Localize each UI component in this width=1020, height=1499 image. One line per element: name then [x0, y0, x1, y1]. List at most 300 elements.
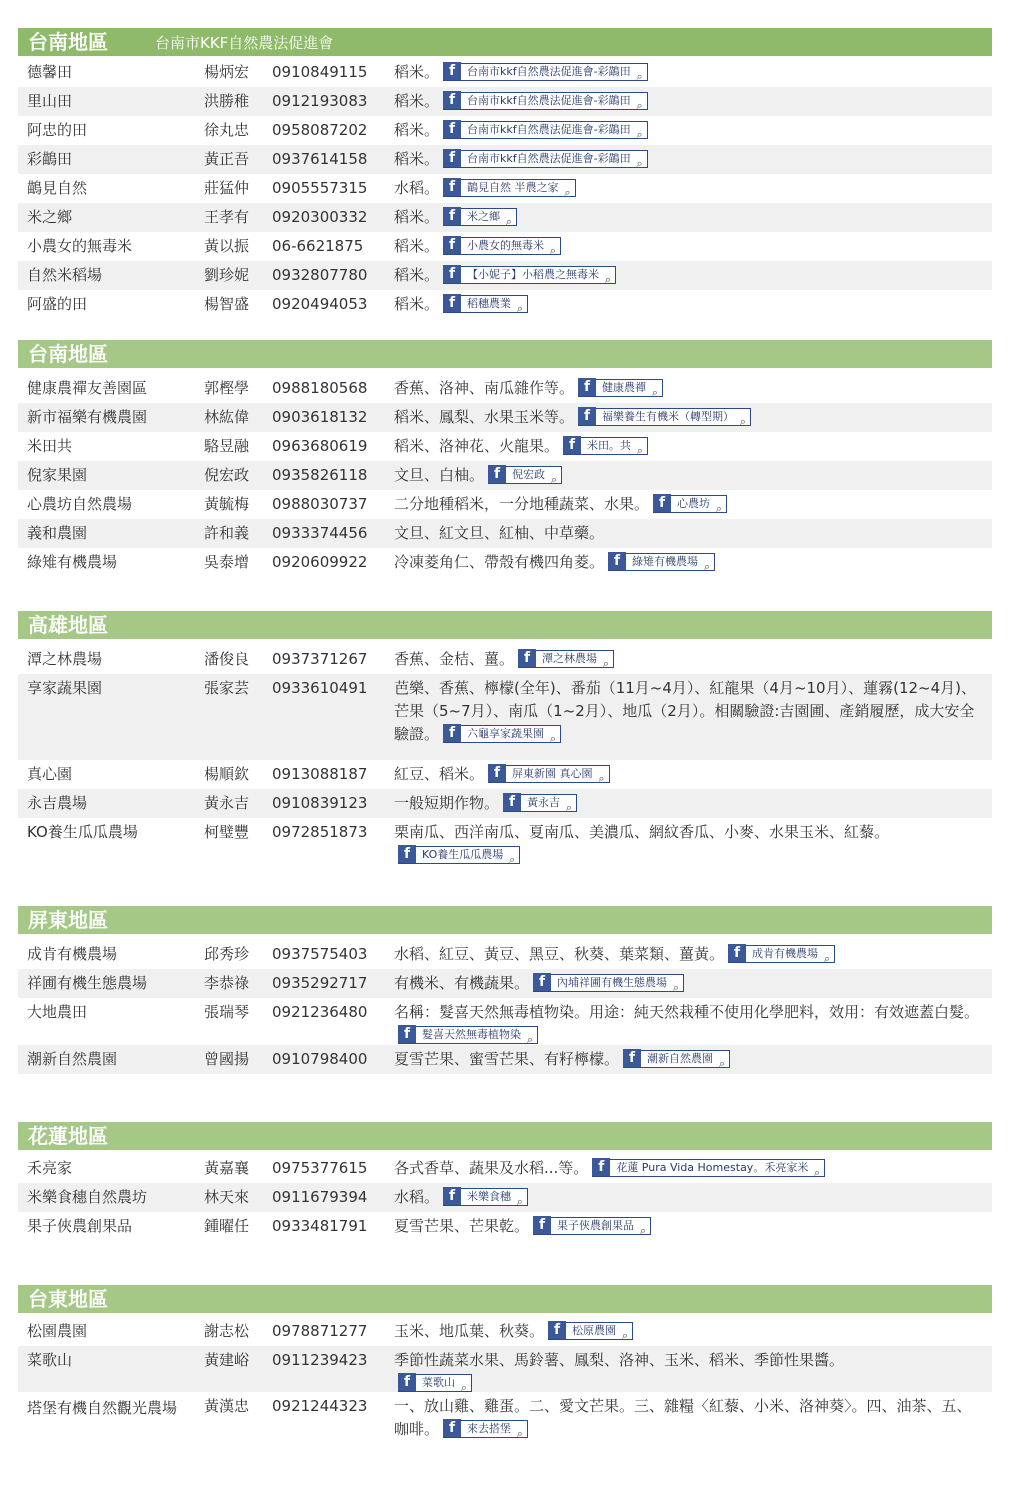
facebook-page-name: 台南市kkf自然農法促進會-彩鶓田: [467, 93, 631, 107]
facebook-page-name: 內埔祥圃有機生態農場: [557, 975, 668, 989]
products-text: 稻米。: [394, 266, 440, 284]
contact-person: 楊順欽: [204, 765, 250, 783]
facebook-f-icon: f: [728, 944, 746, 962]
contact-person: 郭樫學: [204, 379, 250, 397]
contact-person: 鍾曜任: [204, 1217, 250, 1235]
section-header: [18, 611, 992, 639]
farm-name: 新市福樂有機農園: [27, 408, 148, 426]
contact-person: 黃永吉: [204, 794, 250, 812]
farm-list: [18, 56, 992, 319]
phone-number: 0921244323: [272, 1397, 368, 1415]
list-item: [18, 490, 992, 519]
facebook-f-icon: f: [578, 378, 596, 396]
products: [394, 206, 984, 229]
list-item: [18, 1212, 992, 1241]
search-icon: ⌕: [516, 1194, 524, 1208]
phone-number: 0910839123: [272, 794, 368, 812]
section-title: 高雄地區: [28, 613, 108, 637]
farm-list: [18, 639, 992, 864]
products: [394, 522, 984, 545]
phone-number: 0937371267: [272, 650, 368, 668]
facebook-page-name: 台南市kkf自然農法促進會-彩鶓田: [467, 64, 631, 78]
facebook-f-icon: f: [623, 1049, 641, 1067]
facebook-page-link[interactable]: [443, 295, 528, 313]
contact-person: 李恭祿: [204, 974, 250, 992]
facebook-page-name: 鶓見自然 半農之家: [467, 180, 559, 194]
products-text: 二分地種稻米，一分地種蔬菜、水果。: [394, 495, 650, 513]
list-item: [18, 203, 992, 232]
farm-list: [18, 1150, 992, 1241]
products-text: 夏雪芒果、芒果乾。: [394, 1217, 530, 1235]
facebook-f-icon: f: [503, 793, 521, 811]
facebook-page-name: 髮喜天然無毒植物染: [422, 1027, 521, 1041]
contact-person: 倪宏政: [204, 466, 250, 484]
facebook-page-link[interactable]: [443, 1420, 528, 1438]
list-item: [18, 432, 992, 461]
products: [394, 1349, 984, 1395]
facebook-page-name: 成肯有機農場: [752, 946, 819, 960]
products: [394, 1157, 984, 1180]
facebook-page-link[interactable]: [592, 1159, 825, 1177]
facebook-f-icon: f: [533, 1216, 551, 1234]
phone-number: 0988030737: [272, 495, 368, 513]
facebook-page-link[interactable]: [533, 974, 684, 992]
products: [394, 177, 984, 200]
search-icon: ⌕: [718, 1056, 726, 1070]
list-item: [18, 1045, 992, 1074]
phone-number: 0937575403: [272, 945, 368, 963]
contact-person: 黃正吾: [204, 150, 250, 168]
farm-name: 自然米稻場: [27, 266, 103, 284]
contact-person: 楊智盛: [204, 295, 250, 313]
search-icon: ⌕: [460, 1380, 467, 1394]
facebook-f-icon: f: [443, 91, 461, 109]
facebook-page-name: 稻穗農業: [467, 296, 512, 310]
farm-name: 阿盛的田: [27, 295, 88, 313]
facebook-page-link[interactable]: [563, 437, 648, 455]
facebook-page-link[interactable]: [443, 121, 648, 139]
products-text: 夏雪芒果、蜜雪芒果、有籽檸檬。: [394, 1050, 620, 1068]
contact-person: 駱昱融: [204, 437, 250, 455]
facebook-f-icon: f: [443, 62, 461, 80]
facebook-page-link[interactable]: [443, 92, 648, 110]
products-text: 名稱：髮喜天然無毒植物染。用途：純天然栽種不使用化學肥料，效用：有效遮蓋白髮。: [394, 1003, 980, 1021]
facebook-page-link[interactable]: [443, 1188, 528, 1206]
facebook-f-icon: f: [443, 265, 461, 283]
phone-number: 0978871277: [272, 1322, 368, 1340]
facebook-f-icon: f: [592, 1158, 610, 1176]
farm-list: [18, 1313, 992, 1448]
contact-person: 林天來: [204, 1188, 250, 1206]
products-text: 稻米。: [394, 237, 440, 255]
list-item: [18, 403, 992, 432]
list-item: [18, 1317, 992, 1346]
products: [394, 792, 984, 815]
products: [394, 1001, 984, 1047]
products-text: 稻米、洛神花、火龍果。: [394, 437, 560, 455]
products-text: 各式香草、蔬果及水稻...等。: [394, 1159, 589, 1177]
facebook-f-icon: f: [533, 973, 551, 991]
facebook-page-link[interactable]: [533, 1217, 651, 1235]
facebook-f-icon: f: [443, 207, 461, 225]
products: [394, 90, 984, 113]
section-header: [18, 1122, 992, 1150]
list-item: [18, 645, 992, 674]
search-icon: ⌕: [739, 414, 747, 428]
facebook-page-name: 福樂養生有機米（轉型期）: [602, 409, 735, 423]
search-icon: ⌕: [639, 1223, 647, 1237]
facebook-page-link[interactable]: [548, 1322, 633, 1340]
search-icon: ⌕: [598, 771, 605, 785]
products: [394, 1215, 984, 1238]
facebook-page-link[interactable]: [398, 1374, 472, 1392]
farm-name: 里山田: [27, 92, 73, 110]
phone-number: 0937614158: [272, 150, 368, 168]
facebook-f-icon: f: [398, 1025, 416, 1043]
farm-name: 義和農園: [27, 524, 88, 542]
facebook-page-link[interactable]: [623, 1050, 730, 1068]
products: [394, 1186, 984, 1209]
search-icon: ⌕: [509, 852, 516, 866]
products-text: 稻米。: [394, 150, 440, 168]
search-icon: ⌕: [549, 243, 557, 257]
contact-person: 黃漢忠: [204, 1397, 250, 1415]
products: [394, 1048, 984, 1071]
contact-person: 黃毓梅: [204, 495, 250, 513]
facebook-f-icon: f: [443, 236, 461, 254]
farm-name: 真心園: [27, 765, 73, 783]
farm-name: 禾亮家: [27, 1159, 73, 1177]
contact-person: 徐丸忠: [204, 121, 250, 139]
products-text: 栗南瓜、西洋南瓜、夏南瓜、美濃瓜、網紋香瓜、小麥、水果玉米、紅藜。: [394, 823, 890, 841]
contact-person: 張家芸: [204, 679, 250, 697]
products: [394, 61, 984, 84]
facebook-page-name: 黃永吉: [527, 795, 561, 809]
phone-number: 0933610491: [272, 679, 368, 697]
list-item: [18, 969, 992, 998]
list-item: [18, 674, 992, 760]
products-text: 香蕉、金桔、薑。: [394, 650, 515, 668]
search-icon: ⌕: [550, 472, 558, 486]
facebook-f-icon: f: [398, 845, 416, 863]
products: [394, 972, 984, 995]
contact-person: 莊猛仲: [204, 179, 250, 197]
contact-person: 黃嘉襄: [204, 1159, 250, 1177]
facebook-page-name: 六龜享家蔬果園: [467, 726, 545, 740]
section-pingtung: [18, 906, 992, 1074]
facebook-page-link[interactable]: [398, 1026, 538, 1044]
phone-number: 0920300332: [272, 208, 368, 226]
facebook-page-link[interactable]: [488, 466, 562, 484]
phone-number: 0910849115: [272, 63, 368, 81]
facebook-page-name: 來去搭堡: [467, 1421, 512, 1435]
contact-person: 林紘偉: [204, 408, 250, 426]
section-title: 花蓮地區: [28, 1124, 108, 1148]
phone-number: 0921236480: [272, 1003, 368, 1021]
facebook-page-link[interactable]: [443, 150, 648, 168]
products-text: 芭樂、香蕉、檸檬(全年)、番茄（11月~4月）、紅龍果（4月~10月）、蓮霧(12~4月)、芒果（5~7月）、南瓜（1~2月）、地瓜（2月）。相關驗證:吉園圃、產銷履歷，成大安全驗證。: [394, 679, 977, 743]
farm-name: 倪家果園: [27, 466, 88, 484]
facebook-page-link[interactable]: [443, 208, 517, 226]
facebook-page-link[interactable]: [578, 379, 663, 397]
search-icon: ⌕: [672, 980, 680, 994]
contact-person: 張瑞琴: [204, 1003, 250, 1021]
facebook-page-name: 心農坊: [677, 496, 711, 510]
farm-name: 阿忠的田: [27, 121, 88, 139]
phone-number: 0975377615: [272, 1159, 368, 1177]
facebook-page-name: 松原農園: [572, 1323, 617, 1337]
phone-number: 0903618132: [272, 408, 368, 426]
phone-number: 0935292717: [272, 974, 368, 992]
contact-person: 黃建峪: [204, 1351, 250, 1369]
products-text: 一般短期作物。: [394, 794, 500, 812]
farm-name: 小農女的無毒米: [27, 237, 133, 255]
section-kaohsiung: [18, 611, 992, 864]
farm-name: 德馨田: [27, 63, 73, 81]
section-title: 屏東地區: [28, 908, 108, 932]
contact-person: 劉珍妮: [204, 266, 250, 284]
facebook-page-link[interactable]: [578, 408, 751, 426]
facebook-f-icon: f: [443, 149, 461, 167]
farm-name: 心農坊自然農場: [27, 495, 133, 513]
search-icon: ⌕: [814, 1165, 821, 1179]
contact-person: 黃以振: [204, 237, 250, 255]
contact-person: 謝志松: [204, 1322, 250, 1340]
list-item: [18, 232, 992, 261]
farm-name: 米田共: [27, 437, 73, 455]
products: [394, 464, 984, 487]
list-item: [18, 58, 992, 87]
list-item: [18, 789, 992, 818]
facebook-page-name: 米之鄉: [467, 209, 501, 223]
search-icon: ⌕: [602, 656, 610, 670]
products: [394, 148, 984, 171]
section-subtitle: 台南市KKF自然農法促進會: [155, 34, 334, 52]
facebook-f-icon: f: [443, 178, 461, 196]
contact-person: 曾國揚: [204, 1050, 250, 1068]
phone-number: 0933481791: [272, 1217, 368, 1235]
list-item: [18, 145, 992, 174]
section-title: 台南地區: [28, 30, 108, 54]
products: [394, 943, 984, 966]
products: [394, 377, 984, 400]
list-item: [18, 374, 992, 403]
search-icon: ⌕: [526, 1032, 533, 1046]
facebook-page-name: 台南市kkf自然農法促進會-彩鶓田: [467, 122, 631, 136]
products-text: 水稻。: [394, 1188, 440, 1206]
list-item: [18, 1392, 992, 1448]
farm-name: 彩鶓田: [27, 150, 73, 168]
facebook-f-icon: f: [518, 649, 536, 667]
products: [394, 1320, 984, 1343]
section-header: [18, 906, 992, 934]
products-text: 稻米。: [394, 208, 440, 226]
phone-number: 0912193083: [272, 92, 368, 110]
section-tainan: [18, 340, 992, 577]
products-text: 文旦、紅文旦、紅柚、中草藥。: [394, 524, 605, 542]
facebook-f-icon: f: [563, 436, 581, 454]
list-item: [18, 261, 992, 290]
contact-person: 洪勝稚: [204, 92, 250, 110]
section-header: [18, 340, 992, 368]
search-icon: ⌕: [651, 385, 659, 399]
farm-name: 潮新自然農園: [27, 1050, 118, 1068]
farm-name: 米之鄉: [27, 208, 73, 226]
facebook-page-name: 小農女的無毒米: [467, 238, 545, 252]
facebook-page-name: 米樂食穗: [467, 1189, 512, 1203]
facebook-f-icon: f: [548, 1321, 566, 1339]
section-title: 台南地區: [28, 342, 108, 366]
contact-person: 邱秀珍: [204, 945, 250, 963]
list-item: [18, 1346, 992, 1392]
farm-name: 果子俠農創果品: [27, 1217, 133, 1235]
list-item: [18, 174, 992, 203]
list-item: [18, 760, 992, 789]
products: [394, 435, 984, 458]
products-text: 紅豆、稻米。: [394, 765, 485, 783]
products-text: 季節性蔬菜水果、馬鈴薯、鳳梨、洛神、玉米、稻米、季節性果醬。: [394, 1351, 845, 1369]
farm-name: 菜歌山: [27, 1351, 73, 1369]
facebook-page-link[interactable]: [443, 725, 561, 743]
products-text: 玉米、地瓜葉、秋葵。: [394, 1322, 545, 1340]
facebook-page-link[interactable]: [518, 650, 614, 668]
list-item: [18, 818, 992, 864]
facebook-page-link[interactable]: [488, 765, 610, 783]
facebook-page-name: 果子俠農創果品: [557, 1218, 635, 1232]
facebook-f-icon: f: [578, 407, 596, 425]
section-tainan-kkf: [18, 28, 992, 319]
phone-number: 0905557315: [272, 179, 368, 197]
products: [394, 677, 984, 746]
products: [394, 551, 984, 574]
facebook-f-icon: f: [488, 465, 506, 483]
farm-list: [18, 934, 992, 1074]
farm-name: 大地農田: [27, 1003, 88, 1021]
facebook-page-name: 潮新自然農園: [647, 1051, 714, 1065]
contact-person: 許和義: [204, 524, 250, 542]
list-item: [18, 1154, 992, 1183]
products-text: 稻米。: [394, 295, 440, 313]
search-icon: ⌕: [621, 1328, 629, 1342]
facebook-page-name: 【小妮子】小稻農之無毒米: [467, 267, 600, 281]
phone-number: 0920609922: [272, 553, 368, 571]
products-text: 冷凍菱角仁、帶殼有機四角菱。: [394, 553, 605, 571]
facebook-f-icon: f: [608, 552, 626, 570]
farm-name: KO養生瓜瓜農場: [27, 823, 138, 841]
facebook-page-link[interactable]: [608, 553, 715, 571]
facebook-f-icon: f: [398, 1373, 416, 1391]
facebook-f-icon: f: [443, 724, 461, 742]
phone-number: 0963680619: [272, 437, 368, 455]
products: [394, 493, 984, 516]
products: [394, 1395, 984, 1441]
farm-name: 米樂食穗自然農坊: [27, 1188, 148, 1206]
contact-person: 吳泰增: [204, 553, 250, 571]
list-item: [18, 548, 992, 577]
contact-person: 潘俊良: [204, 650, 250, 668]
farm-name: 潭之林農場: [27, 650, 103, 668]
search-icon: ⌕: [505, 214, 513, 228]
facebook-f-icon: f: [488, 764, 506, 782]
products-text: 一、放山雞、雞蛋。二、愛文芒果。三、雜糧〈紅藜、小米、洛神葵〉。四、油茶、五、咖啡。: [394, 1397, 972, 1438]
section-taitung: [18, 1285, 992, 1448]
products: [394, 293, 984, 316]
phone-number: 0933374456: [272, 524, 368, 542]
facebook-f-icon: f: [443, 294, 461, 312]
products: [394, 119, 984, 142]
search-icon: ⌕: [516, 301, 524, 315]
list-item: [18, 116, 992, 145]
search-icon: ⌕: [565, 800, 573, 814]
farm-name: 健康農禪友善園區: [27, 379, 148, 397]
facebook-page-link[interactable]: [443, 266, 616, 284]
list-item: [18, 1183, 992, 1212]
section-header: [18, 28, 992, 56]
facebook-page-name: 台南市kkf自然農法促進會-彩鶓田: [467, 151, 631, 165]
list-item: [18, 998, 992, 1045]
phone-number: 0920494053: [272, 295, 368, 313]
facebook-page-link[interactable]: [398, 846, 520, 864]
products: [394, 763, 984, 786]
facebook-page-name: 屏東新園 真心園: [512, 766, 593, 780]
section-header: [18, 1285, 992, 1313]
phone-number: 0911239423: [272, 1351, 368, 1369]
products: [394, 406, 984, 429]
farm-name: 塔堡有機自然觀光農場: [27, 1399, 178, 1417]
list-item: [18, 461, 992, 490]
list-item: [18, 87, 992, 116]
farm-name: 鶓見自然: [27, 179, 88, 197]
facebook-page-name: 花蓮 Pura Vida Homestay。禾亮家米: [616, 1160, 809, 1174]
phone-number: 0911679394: [272, 1188, 368, 1206]
search-icon: ⌕: [715, 501, 723, 515]
search-icon: ⌕: [636, 156, 643, 170]
facebook-page-link[interactable]: [443, 179, 576, 197]
facebook-page-name: 菜歌山: [422, 1375, 455, 1389]
products: [394, 648, 984, 671]
phone-number: 0958087202: [272, 121, 368, 139]
search-icon: ⌕: [636, 443, 644, 457]
list-item: [18, 290, 992, 319]
farm-name: 綠雉有機農場: [27, 553, 118, 571]
search-icon: ⌕: [564, 185, 571, 199]
facebook-page-link[interactable]: [443, 237, 561, 255]
products: [394, 235, 984, 258]
phone-number: 0988180568: [272, 379, 368, 397]
phone-number: 0935826118: [272, 466, 368, 484]
search-icon: ⌕: [823, 951, 831, 965]
farm-list: [18, 368, 992, 577]
facebook-page-name: 倪宏政: [512, 467, 546, 481]
facebook-page-name: 綠雉有機農場: [632, 554, 699, 568]
facebook-page-name: KO養生瓜瓜農場: [422, 847, 504, 861]
farm-name: 享家蔬果園: [27, 679, 103, 697]
products-text: 香蕉、洛神、南瓜雜作等。: [394, 379, 575, 397]
facebook-page-link[interactable]: [443, 63, 648, 81]
contact-person: 柯璧豐: [204, 823, 250, 841]
contact-person: 楊炳宏: [204, 63, 250, 81]
facebook-page-link[interactable]: [653, 495, 727, 513]
products: [394, 264, 984, 287]
section-hualien: [18, 1122, 992, 1241]
facebook-page-link[interactable]: [503, 794, 577, 812]
farm-name: 成肯有機農場: [27, 945, 118, 963]
search-icon: ⌕: [636, 127, 643, 141]
search-icon: ⌕: [703, 559, 711, 573]
facebook-page-link[interactable]: [728, 945, 835, 963]
products-text: 有機米、有機蔬果。: [394, 974, 530, 992]
phone-number: 0913088187: [272, 765, 368, 783]
